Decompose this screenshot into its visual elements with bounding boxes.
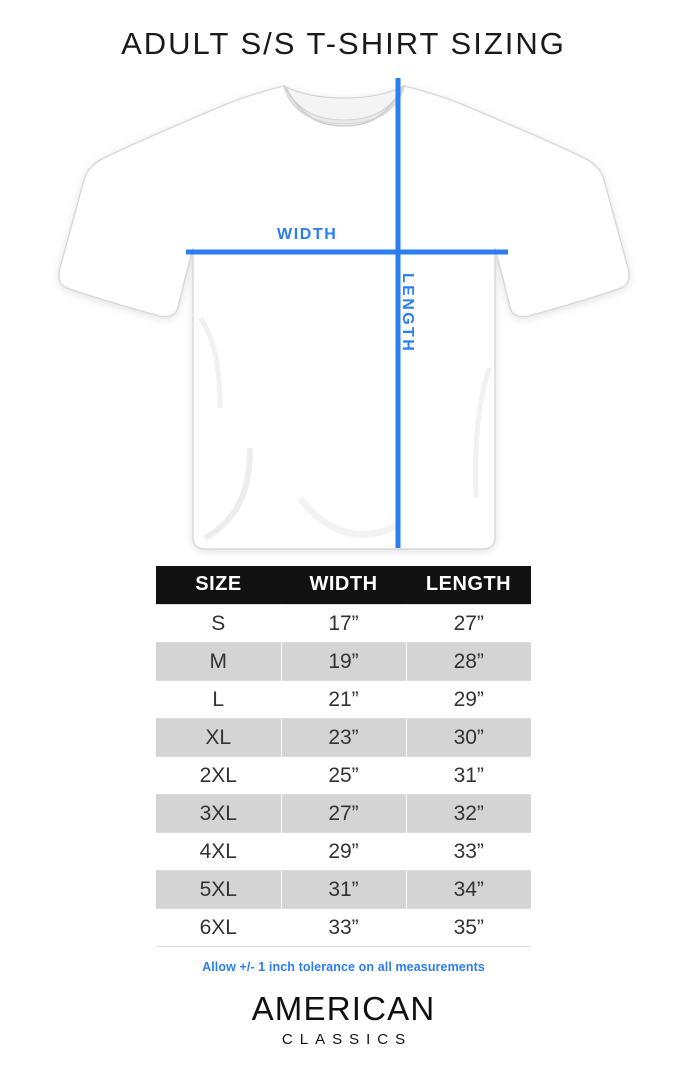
table-row xyxy=(156,871,531,909)
table-row xyxy=(156,643,531,681)
cell-width: 23” xyxy=(281,719,406,757)
cell-width: 29” xyxy=(281,833,406,871)
cell-size: 5XL xyxy=(156,871,281,909)
cell-length: 35” xyxy=(406,909,531,947)
table-row xyxy=(156,681,531,719)
brand-logo xyxy=(0,992,687,1048)
cell-width: 21” xyxy=(281,681,406,719)
table-row xyxy=(156,757,531,795)
cell-width: 25” xyxy=(281,757,406,795)
cell-size: 6XL xyxy=(156,909,281,947)
length-label: LENGTH xyxy=(399,273,416,354)
cell-size: 3XL xyxy=(156,795,281,833)
column-header-width: WIDTH xyxy=(281,566,406,605)
cell-size: 2XL xyxy=(156,757,281,795)
table-row xyxy=(156,909,531,947)
tolerance-note: Allow +/- 1 inch tolerance on all measurements xyxy=(202,960,485,974)
table-row xyxy=(156,833,531,871)
cell-length: 31” xyxy=(406,757,531,795)
column-header-size: SIZE xyxy=(156,566,281,605)
cell-length: 32” xyxy=(406,795,531,833)
width-label: WIDTH xyxy=(277,226,338,243)
cell-size: S xyxy=(156,605,281,643)
size-table xyxy=(156,566,531,947)
cell-length: 28” xyxy=(406,643,531,681)
page-title: ADULT S/S T-SHIRT SIZING xyxy=(121,26,566,61)
table-row xyxy=(156,605,531,643)
cell-width: 33” xyxy=(281,909,406,947)
tshirt-diagram xyxy=(0,68,687,558)
tshirt-illustration xyxy=(0,68,687,558)
cell-length: 33” xyxy=(406,833,531,871)
cell-length: 27” xyxy=(406,605,531,643)
cell-width: 19” xyxy=(281,643,406,681)
size-chart xyxy=(156,566,531,947)
column-header-length: LENGTH xyxy=(406,566,531,605)
table-header-row xyxy=(156,566,531,605)
cell-length: 30” xyxy=(406,719,531,757)
cell-width: 17” xyxy=(281,605,406,643)
brand-name-primary: AMERICAN xyxy=(251,990,436,1027)
cell-width: 31” xyxy=(281,871,406,909)
cell-size: M xyxy=(156,643,281,681)
table-row xyxy=(156,719,531,757)
brand-name-secondary: CLASSICS xyxy=(281,1030,413,1048)
cell-length: 29” xyxy=(406,681,531,719)
cell-length: 34” xyxy=(406,871,531,909)
table-row xyxy=(156,795,531,833)
cell-size: 4XL xyxy=(156,833,281,871)
cell-size: L xyxy=(156,681,281,719)
cell-width: 27” xyxy=(281,795,406,833)
cell-size: XL xyxy=(156,719,281,757)
